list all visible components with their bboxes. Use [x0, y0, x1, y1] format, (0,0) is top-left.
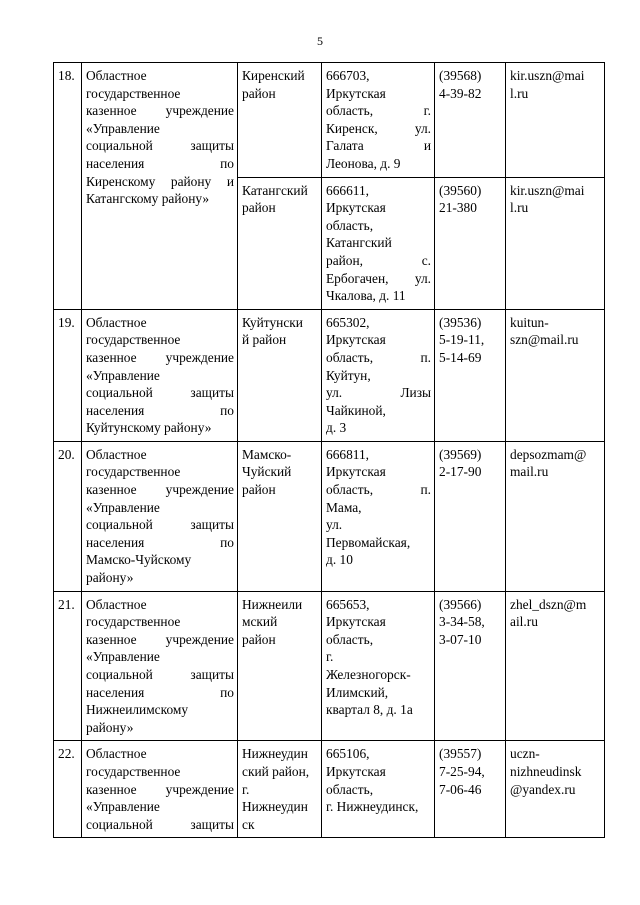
address-line: Чкалова, д. 11 — [326, 288, 406, 304]
phone-line: 7-06-46 — [439, 781, 482, 797]
row-number: 22. — [54, 741, 82, 838]
table-row — [54, 591, 605, 741]
district-line: Киренский — [242, 68, 305, 83]
address-line: Ербогачен, ул. — [326, 270, 431, 286]
organization-line: социальной защиты — [86, 517, 234, 533]
email-line: kir.uszn@mai — [510, 68, 585, 83]
organization-line: социальной защиты — [86, 138, 234, 154]
organization-line: «Управление — [86, 367, 160, 383]
district-line: й район — [242, 332, 287, 348]
district-cell — [238, 177, 322, 309]
organization-line: социальной защиты — [86, 385, 234, 401]
address-line: Иркутская — [326, 464, 386, 480]
address-line: Леонова, д. 9 — [326, 155, 401, 171]
phone-line: 21-380 — [439, 200, 477, 216]
address-line: д. 10 — [326, 552, 353, 568]
email-cell — [506, 63, 605, 178]
address-line: Галата и — [326, 138, 431, 154]
district-line: ский район, — [242, 763, 310, 779]
organization-line: населения по — [86, 684, 234, 700]
district-cell — [238, 741, 322, 838]
organization-line: Областное — [86, 746, 147, 762]
table-row — [54, 441, 605, 591]
row-number: 20. — [54, 441, 82, 591]
address-line: 666811, — [326, 446, 370, 462]
address-line: Иркутская — [326, 85, 386, 101]
phone-line: 5-19-11, — [439, 332, 485, 348]
address-line: Катангский — [326, 235, 392, 251]
address-line: 665106, — [326, 746, 370, 762]
district-cell — [238, 63, 322, 178]
organization-line: «Управление — [86, 649, 160, 665]
address-line: 665302, — [326, 314, 370, 330]
organization-line: населения по — [86, 402, 234, 418]
address-line: Железногорск- — [326, 667, 411, 682]
district-line: Чуйский — [242, 464, 292, 480]
address-cell — [322, 63, 435, 178]
email-cell — [506, 591, 605, 741]
email-cell — [506, 441, 605, 591]
phone-line: (39560) — [439, 182, 482, 198]
organization-line: «Управление — [86, 120, 160, 136]
table-row — [54, 741, 605, 838]
phone-line: 2-17-90 — [439, 464, 482, 480]
phone-line: (39557) — [439, 746, 482, 762]
organization-line: социальной защиты — [86, 667, 234, 682]
address-line: район, с. — [326, 252, 431, 268]
email-line: kuitun- — [510, 314, 549, 330]
organization-name — [82, 63, 238, 310]
address-line: область, п. — [326, 482, 431, 498]
organization-line: населения по — [86, 534, 234, 550]
address-line: 666703, — [326, 68, 370, 83]
address-line: область, г. — [326, 103, 431, 119]
district-line: мский — [242, 614, 278, 630]
phone-cell — [435, 741, 506, 838]
email-line: zhel_dszn@m — [510, 596, 587, 612]
organization-line: государственное — [86, 763, 181, 779]
organization-name — [82, 591, 238, 741]
district-line: Нижнеудин — [242, 799, 308, 815]
address-line: Чайкиной, — [326, 402, 386, 418]
address-line: ул. Лизы — [326, 385, 431, 401]
district-line: Нижнеудин — [242, 746, 308, 762]
address-line: г. Нижнеудинск, — [326, 799, 419, 815]
organization-line: казенное учреждение — [86, 631, 234, 647]
address-line: ул. — [326, 517, 343, 533]
organization-line: казенное учреждение — [86, 103, 234, 119]
address-line: Иркутская — [326, 200, 386, 216]
organization-line: Катангскому району» — [86, 191, 210, 207]
organization-line: социальной защиты — [86, 816, 234, 832]
district-line: Куйтунски — [242, 314, 303, 330]
phone-line: 7-25-94, — [439, 763, 485, 779]
email-line: kir.uszn@mai — [510, 182, 585, 198]
row-number: 21. — [54, 591, 82, 741]
organization-line: Областное — [86, 68, 147, 83]
district-line: Катангский — [242, 182, 308, 198]
district-line: район — [242, 85, 276, 101]
address-line: Мама, — [326, 499, 362, 515]
district-cell — [238, 591, 322, 741]
address-cell — [322, 177, 435, 309]
address-line: область, п. — [326, 349, 431, 365]
email-line: mail.ru — [510, 464, 549, 480]
organization-line: казенное учреждение — [86, 349, 234, 365]
organization-line: «Управление — [86, 499, 160, 515]
page-number: 5 — [317, 34, 323, 48]
organization-line: населения по — [86, 155, 234, 171]
email-line: nizhneudinsk — [510, 763, 582, 779]
organization-line: Мамско-Чуйскому — [86, 552, 192, 568]
address-line: 665653, — [326, 596, 370, 612]
institutions-table — [53, 62, 605, 838]
address-line: Илимский, — [326, 684, 389, 700]
phone-line: 4-39-82 — [439, 85, 482, 101]
phone-cell — [435, 63, 506, 178]
phone-cell — [435, 309, 506, 441]
email-line: szn@mail.ru — [510, 332, 579, 348]
address-cell — [322, 591, 435, 741]
phone-cell — [435, 441, 506, 591]
row-number: 18. — [54, 63, 82, 310]
organization-line: Киренскому району и — [86, 173, 234, 189]
address-line: область, — [326, 631, 374, 647]
organization-line: Куйтунскому району» — [86, 420, 212, 436]
phone-line: 3-34-58, — [439, 614, 485, 630]
organization-line: государственное — [86, 332, 181, 348]
organization-name — [82, 309, 238, 441]
table-row — [54, 309, 605, 441]
phone-line: (39569) — [439, 446, 482, 462]
district-line: Нижнеили — [242, 596, 303, 612]
organization-line: району» — [86, 570, 134, 586]
organization-name — [82, 441, 238, 591]
organization-line: государственное — [86, 85, 181, 101]
organization-line: Областное — [86, 314, 147, 330]
email-cell — [506, 309, 605, 441]
organization-line: казенное учреждение — [86, 482, 234, 498]
address-cell — [322, 309, 435, 441]
phone-line: (39536) — [439, 314, 482, 330]
table-body — [54, 63, 605, 838]
email-cell — [506, 741, 605, 838]
email-line: uczn- — [510, 746, 540, 762]
phone-line: 5-14-69 — [439, 349, 482, 365]
address-cell — [322, 441, 435, 591]
organization-line: Областное — [86, 446, 147, 462]
address-line: квартал 8, д. 1а — [326, 702, 413, 718]
organization-line: казенное учреждение — [86, 781, 234, 797]
email-line: depsozmam@ — [510, 446, 587, 462]
organization-line: району» — [86, 719, 134, 735]
organization-line: «Управление — [86, 799, 160, 815]
phone-line: 3-07-10 — [439, 631, 482, 647]
address-line: Иркутская — [326, 332, 386, 348]
address-line: Иркутская — [326, 614, 386, 630]
address-cell — [322, 741, 435, 838]
organization-line: Областное — [86, 596, 147, 612]
district-line: район — [242, 482, 276, 498]
district-cell — [238, 441, 322, 591]
organization-line: Нижнеилимскому — [86, 702, 189, 718]
district-line: ск — [242, 816, 255, 832]
organization-line: государственное — [86, 464, 181, 480]
row-number: 19. — [54, 309, 82, 441]
address-line: Куйтун, — [326, 367, 371, 383]
district-line: г. — [242, 781, 250, 797]
address-line: область, — [326, 781, 374, 797]
address-line: 666611, — [326, 182, 370, 198]
district-line: район — [242, 631, 276, 647]
address-line: область, — [326, 217, 374, 233]
email-line: ail.ru — [510, 614, 538, 630]
address-line: Первомайская, — [326, 534, 411, 550]
table-row — [54, 63, 605, 178]
address-line: г. — [326, 649, 334, 665]
email-line: l.ru — [510, 85, 529, 101]
district-line: район — [242, 200, 276, 216]
address-line: д. 3 — [326, 420, 347, 436]
address-line: Киренск, ул. — [326, 120, 431, 136]
phone-line: (39566) — [439, 596, 482, 612]
phone-cell — [435, 591, 506, 741]
email-cell — [506, 177, 605, 309]
organization-line: государственное — [86, 614, 181, 630]
phone-line: (39568) — [439, 68, 482, 83]
district-line: Мамско- — [242, 446, 292, 462]
phone-cell — [435, 177, 506, 309]
email-line: @yandex.ru — [510, 781, 576, 797]
address-line: Иркутская — [326, 763, 386, 779]
email-line: l.ru — [510, 200, 529, 216]
district-cell — [238, 309, 322, 441]
organization-name — [82, 741, 238, 838]
